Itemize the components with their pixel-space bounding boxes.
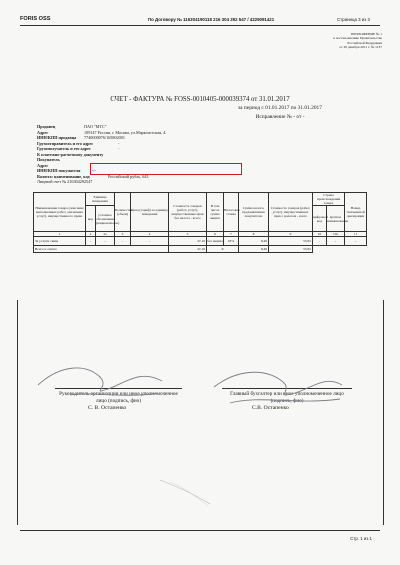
table-header-row (34, 193, 367, 206)
appendix-note (282, 32, 382, 50)
total-cost-no-tax: 47,16 (169, 246, 207, 253)
header-cell: Сумма налога, предъявляемая покупателю (239, 193, 269, 232)
header-cell: цифровой код (313, 206, 327, 232)
header-cell: краткое наименование (327, 206, 345, 232)
field-value-consignee: - (118, 146, 120, 151)
field-label-account: Лицевой счет № 216304292547 (37, 179, 93, 184)
column-number: 5 (169, 232, 207, 237)
field-value-consignor: - (118, 140, 120, 146)
field-label-address: Адрес (37, 129, 49, 135)
appendix-line: к постановлению Правительства (333, 36, 382, 41)
table-cell: 18% (224, 237, 239, 246)
scan-edge-right (383, 300, 384, 525)
total-tax: 8,49 (239, 246, 269, 253)
column-number: 2 (86, 232, 96, 237)
signature-label-right: Главный бухгалтер или иное уполномоченное лицо (подпись, фио) (230, 391, 344, 404)
invoice-table (33, 192, 367, 253)
signature-label-left: Руководитель организации или иное уполномоченное лицо (подпись, фио) (59, 391, 178, 404)
header-cell: Стоимость товаров (работ, услуг), имущественных прав с налогом - всего (269, 193, 313, 232)
header-cell: Номер таможенной декларации (345, 193, 367, 232)
field-label-buyer-inn: ИНН/КПП покупателя (37, 168, 81, 173)
empty-cell (345, 246, 367, 253)
header-cell: условное обозначение (национальное) (96, 206, 115, 232)
table-cell: 55,65 (269, 237, 313, 246)
header-cell: В том числе сумма акциза (207, 193, 224, 232)
field-value-seller: ПАО "МТС" (84, 124, 107, 129)
field-value-seller-inn: 7740000076/165802001 (84, 135, 125, 140)
page-counter: Страница 3 из 3 (337, 17, 370, 22)
header-divider (20, 25, 380, 26)
header-cell: Цена (тариф) за единицу измерения (131, 193, 169, 232)
table-cell: - (313, 237, 327, 246)
column-number: 8 (239, 232, 269, 237)
column-number: 10а (327, 232, 345, 237)
column-number: 1 (34, 232, 86, 237)
field-label-consignee: Грузополучатель и его адрес (37, 146, 91, 151)
table-cell: без акциза (207, 237, 224, 246)
signature-scribble-left (30, 355, 180, 405)
table-cell: - (96, 237, 115, 246)
invoice-period: за период с 01.01.2017 по 31.01.2017 (238, 105, 322, 111)
field-label-currency: Валюта: наименование, код (37, 173, 90, 179)
table-cell: - (86, 237, 96, 246)
signature-name-left: С. В. Остапенко (88, 405, 127, 411)
scan-edge-left (17, 300, 18, 525)
column-number: 9 (269, 232, 313, 237)
invoice-title: СЧЕТ - ФАКТУРА № FOSS-0010405-000039374 от 31.01.2017 (110, 96, 290, 103)
header-cell: Единица измерения (86, 193, 115, 206)
field-value-buyer-inn: -/- (92, 168, 96, 173)
empty-cell (313, 246, 327, 253)
table-cell: - (115, 237, 131, 246)
table-total-row (34, 246, 367, 253)
total-cost-with-tax: 55,65 (269, 246, 313, 253)
appendix-line: ПРИЛОЖЕНИЕ № 1 (350, 32, 382, 36)
scan-smudge (150, 470, 230, 510)
total-label: Всего к оплате (34, 246, 169, 253)
header-cell: Налоговая ставка (224, 193, 239, 232)
table-row (34, 237, 367, 246)
header-cell: код (86, 206, 96, 232)
column-number: 10 (313, 232, 327, 237)
column-number: 7 (224, 232, 239, 237)
field-label-consignor: Грузоотправитель и его адрес (37, 140, 94, 146)
table-cell: - (327, 237, 345, 246)
contract-number: По Договору № 116304190118 216 304 292 547 / 4229091421 (148, 17, 275, 22)
header-cell: Страна происхождения товара (313, 193, 345, 206)
header-cell: Стоимость товаров (работ, услуг), имущественных прав без налога - всего (169, 193, 207, 232)
footer-page-number: Стр. 1 из 1 (350, 536, 372, 541)
field-label-seller-inn: ИНН/КПП продавца (37, 135, 77, 140)
header-cell: Наименование товара (описание выполненных работ, оказанных услуг), имущественного права (34, 193, 86, 232)
appendix-line: от 26 декабря 2011 г. № 1137 (339, 45, 382, 50)
empty-cell (327, 246, 345, 253)
column-number: 6 (207, 232, 224, 237)
appendix-line: Российской Федерации (347, 40, 382, 45)
field-value-currency: Российский рубль, 643 (108, 173, 149, 179)
field-label-seller: Продавец (37, 124, 56, 129)
column-number: 2а (96, 232, 115, 237)
total-excise: X (207, 246, 239, 253)
table-cell: 47,16 (169, 237, 207, 246)
field-label-buyer-address: Адрес (37, 162, 49, 168)
header-cell: Количество (объем) (115, 193, 131, 232)
column-number: 4 (131, 232, 169, 237)
column-number: 3 (115, 232, 131, 237)
table-cell: - (345, 237, 367, 246)
item-name-cell: За услуги связи (34, 237, 86, 246)
footer-divider (20, 530, 380, 531)
field-label-payment-doc: К платежно-расчетному документу (37, 151, 104, 157)
table-cell: - (131, 237, 169, 246)
brand-label: FORIS OSS (20, 16, 51, 22)
table-cell: 8,49 (239, 237, 269, 246)
column-number: 11 (345, 232, 367, 237)
field-value-address: 109147 Россия, г. Москва, ул.Марксистская, 4. (84, 129, 167, 135)
signature-name-right: С.В. Остапенко (252, 405, 289, 411)
invoice-correction: Исправление № - от - (255, 114, 305, 120)
field-label-buyer: Покупатель (37, 157, 60, 162)
